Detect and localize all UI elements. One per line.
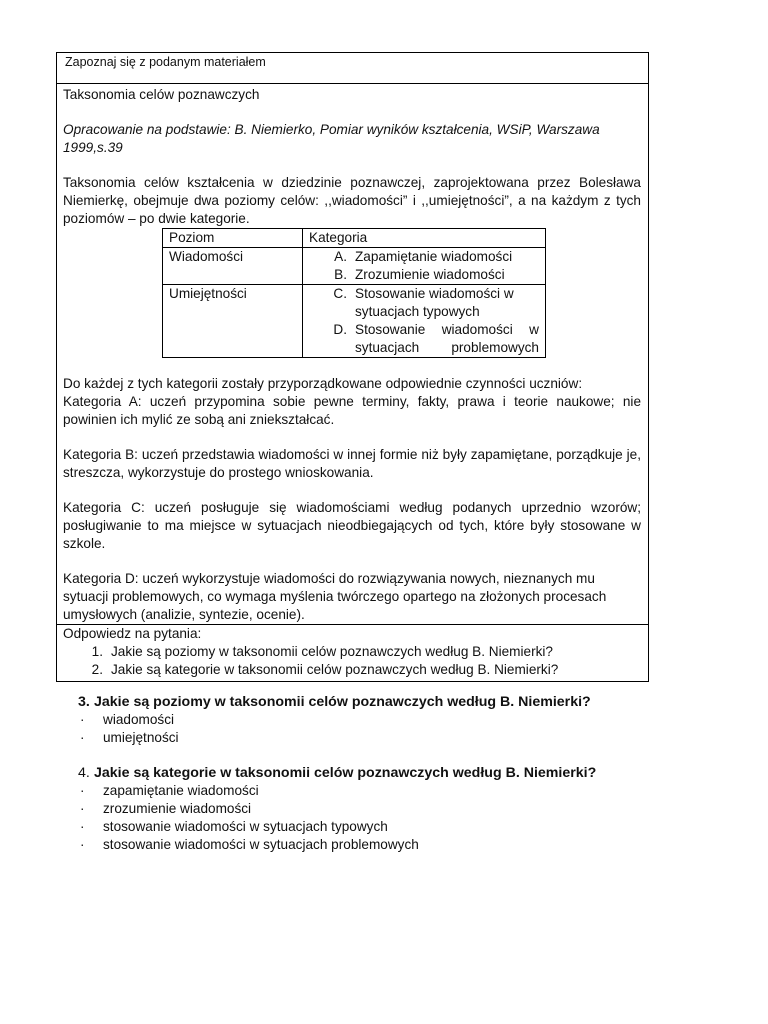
bullet-icon: · bbox=[80, 712, 85, 727]
category-text: Stosowanie wiadomości w sytuacjach typowych bbox=[355, 286, 514, 319]
category-text: Zrozumienie wiadomości bbox=[355, 267, 505, 282]
material-box bbox=[56, 52, 649, 682]
category-letter: D. bbox=[333, 322, 347, 337]
intro-instruction: Zapoznaj się z podanym materiałem bbox=[57, 53, 648, 84]
table-row bbox=[163, 248, 546, 285]
list-item bbox=[78, 800, 638, 818]
question-text: Jakie są kategorie w taksonomii celów poznawczych według B. Niemierki? bbox=[111, 662, 559, 677]
taxonomy-table bbox=[162, 228, 546, 358]
questions-list bbox=[57, 643, 648, 681]
category-letter: A. bbox=[334, 249, 347, 264]
category-b-description: Kategoria B: uczeń przedstawia wiadomości w innej formie niż były zapamiętane, porządkuje je, streszcza, wykorzystuje do prostego wnioskowania. bbox=[63, 447, 641, 480]
table-row bbox=[163, 285, 546, 358]
level-cell: Wiadomości bbox=[163, 248, 303, 285]
bullet-icon: · bbox=[80, 819, 85, 834]
category-item bbox=[309, 285, 539, 321]
category-item bbox=[309, 248, 539, 266]
answer-item: zrozumienie wiadomości bbox=[103, 801, 252, 816]
material-content bbox=[57, 84, 648, 624]
category-text: Zapamiętanie wiadomości bbox=[355, 249, 513, 264]
answer-heading bbox=[78, 764, 638, 782]
category-d-description: Kategoria D: uczeń wykorzystuje wiadomości do rozwiązywania nowych, nieznanych mu sytuacji problemowych, co wymaga myślenia twórczego opartego na złożonych procesach umysłowych (analizie, syntezie, ocenie). bbox=[63, 571, 607, 622]
category-text: Stosowanie wiadomości w sytuacjach problemowych bbox=[355, 322, 539, 355]
answer-heading-text: Jakie są poziomy w taksonomii celów poznawczych według B. Niemierki? bbox=[94, 694, 591, 710]
answer-heading-text: Jakie są kategorie w taksonomii celów poznawczych według B. Niemierki? bbox=[94, 765, 597, 781]
list-item bbox=[57, 643, 648, 661]
answer-number: 3. bbox=[78, 694, 90, 710]
category-cell bbox=[303, 248, 546, 285]
question-number: 2. bbox=[91, 662, 103, 677]
question-number: 1. bbox=[91, 644, 103, 659]
answers-section bbox=[78, 693, 638, 854]
table-header-row bbox=[163, 229, 546, 248]
list-item bbox=[78, 818, 638, 836]
material-title: Taksonomia celów poznawczych bbox=[63, 87, 260, 102]
answer-item: zapamiętanie wiadomości bbox=[103, 783, 259, 798]
table-header-category: Kategoria bbox=[303, 229, 546, 248]
list-item bbox=[78, 729, 638, 747]
answer-number: 4. bbox=[78, 765, 90, 781]
answer-item: stosowanie wiadomości w sytuacjach problemowych bbox=[103, 837, 419, 852]
category-c-description: Kategoria C: uczeń posługuje się wiadomościami według podanych uprzednio wzorów; posługiwanie to ma miejsce w sytuacjach nieodbiegających od tych, które były stosowane w szkole. bbox=[63, 500, 641, 551]
category-cell bbox=[303, 285, 546, 358]
bullet-icon: · bbox=[80, 801, 85, 816]
answer-prompt: Odpowiedz na pytania: bbox=[57, 624, 648, 643]
list-item bbox=[78, 711, 638, 729]
answer-item: wiadomości bbox=[103, 712, 175, 727]
category-item bbox=[309, 321, 539, 357]
activities-intro: Do każdej z tych kategorii zostały przyporządkowane odpowiednie czynności uczniów: bbox=[63, 376, 583, 391]
bullet-icon: · bbox=[80, 783, 85, 798]
source-citation: Opracowanie na podstawie: B. Niemierko, Pomiar wyników kształcenia, WSiP, Warszawa 1999,s.39 bbox=[63, 122, 600, 155]
bullet-icon: · bbox=[80, 730, 85, 745]
category-letter: B. bbox=[334, 267, 347, 282]
intro-paragraph: Taksonomia celów kształcenia w dziedzinie poznawczej, zaprojektowana przez Bolesława Niemierkę, obejmuje dwa poziomy celów: ,,wiadomości” i ,,umiejętności”, a na każdym z tych poziomów – po dwie kategorie. bbox=[63, 175, 641, 226]
list-item bbox=[57, 661, 648, 679]
answer-heading bbox=[78, 693, 638, 711]
category-item bbox=[309, 266, 539, 284]
question-text: Jakie są poziomy w taksonomii celów poznawczych według B. Niemierki? bbox=[111, 644, 553, 659]
level-cell: Umiejętności bbox=[163, 285, 303, 358]
bullet-icon: · bbox=[80, 837, 85, 852]
answer-item: stosowanie wiadomości w sytuacjach typowych bbox=[103, 819, 388, 834]
list-item bbox=[78, 836, 638, 854]
category-a-description: Kategoria A: uczeń przypomina sobie pewne terminy, fakty, prawa i teorie naukowe; nie powinien ich mylić ze sobą ani zniekształcać. bbox=[63, 394, 641, 427]
table-header-level: Poziom bbox=[163, 229, 303, 248]
list-item bbox=[78, 782, 638, 800]
answer-item: umiejętności bbox=[103, 730, 179, 745]
category-letter: C. bbox=[333, 286, 347, 301]
